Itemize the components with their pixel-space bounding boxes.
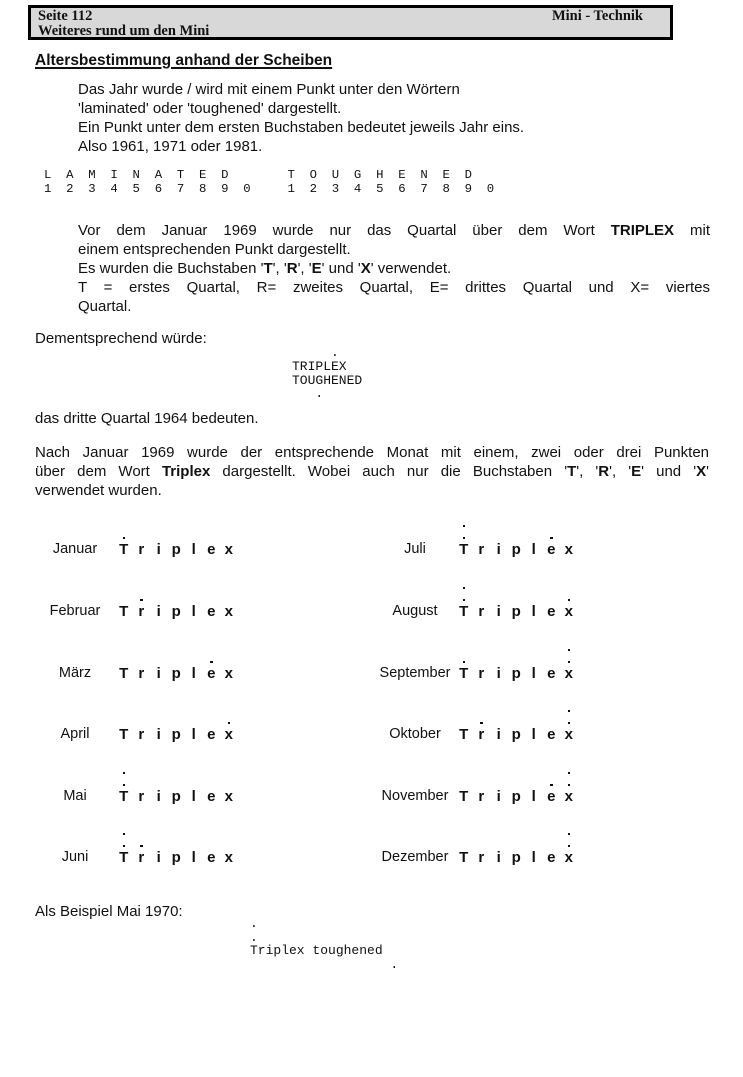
month-row-juni	[40, 825, 238, 866]
month-row-august	[375, 579, 578, 620]
dot-row-upper	[115, 641, 238, 653]
triplex-letter: l	[531, 788, 536, 805]
month-dot	[568, 722, 571, 725]
triplex-letter: T	[459, 541, 469, 558]
triplex-letter: l	[531, 541, 536, 558]
month-dot	[123, 772, 126, 775]
triplex-letters	[115, 788, 238, 805]
example1-triplex: TRIPLEX	[292, 358, 347, 374]
month-dot	[463, 525, 466, 528]
month-label: Dezember	[381, 849, 449, 865]
triplex-letter: x	[224, 849, 233, 866]
triplex-letter: i	[496, 849, 501, 866]
dot-cell	[115, 833, 133, 838]
triplex-letter: T	[119, 665, 129, 682]
triplex-letters	[115, 541, 238, 558]
month-label: November	[381, 788, 449, 804]
triplex-letter: i	[156, 726, 161, 743]
month-dot	[550, 784, 553, 787]
example2-dot-2: .	[250, 929, 258, 945]
dot-row-upper	[115, 517, 238, 529]
dot-cell	[455, 587, 473, 592]
month-dot	[123, 833, 126, 836]
dot-row-upper	[115, 825, 238, 837]
triplex-letters	[455, 788, 578, 805]
month-label: Februar	[49, 603, 101, 619]
month-dot	[568, 649, 571, 652]
triplex-letter: r	[138, 603, 145, 620]
triplex-letter: p	[171, 603, 181, 620]
month-dot	[568, 661, 571, 664]
dot-row-upper	[455, 702, 578, 714]
triplex-letter: i	[156, 665, 161, 682]
triplex-letters	[115, 726, 238, 743]
dot-row-lower	[455, 837, 578, 849]
month-label: Mai	[63, 788, 87, 804]
triplex-letter: e	[207, 603, 216, 620]
month-label: August	[392, 603, 438, 619]
triplex-letter: r	[478, 603, 485, 620]
month-label: April	[60, 726, 90, 742]
example2-dot-1: .	[250, 916, 258, 931]
triplex-letter: l	[191, 788, 196, 805]
paragraph-line: Es wurden die Buchstaben 'T', 'R', 'E' und 'X' verwendet.	[78, 260, 452, 277]
dot-row-lower	[115, 653, 238, 665]
triplex-letter: T	[119, 726, 129, 743]
triplex-letter: l	[531, 603, 536, 620]
month-dot	[568, 845, 571, 848]
month-row-oktober	[375, 702, 578, 743]
dot-cell	[560, 649, 578, 654]
month-row-juli	[375, 517, 578, 558]
dot-row-upper	[115, 702, 238, 714]
triplex-word	[115, 641, 238, 682]
month-row-april	[40, 702, 238, 743]
triplex-letter: e	[547, 665, 556, 682]
header-right-label: Mini - Technik	[551, 8, 643, 24]
month-dot	[463, 599, 466, 602]
triplex-word	[455, 764, 578, 805]
triplex-letter: r	[138, 726, 145, 743]
triplex-letter: i	[496, 788, 501, 805]
dot-row-lower	[455, 714, 578, 726]
paragraph-line: Quartal.	[78, 298, 132, 315]
month-label: Juni	[61, 849, 89, 865]
triplex-letter: l	[191, 726, 196, 743]
dot-row-upper	[455, 579, 578, 591]
page-title: Altersbestimmung anhand der Scheiben	[35, 52, 333, 69]
triplex-letter: r	[478, 849, 485, 866]
month-dot	[568, 784, 571, 787]
triplex-letter: p	[171, 849, 181, 866]
triplex-letter: r	[138, 788, 145, 805]
triplex-letters	[455, 603, 578, 620]
triplex-letter: l	[191, 541, 196, 558]
triplex-letter: l	[531, 726, 536, 743]
triplex-letter: x	[224, 541, 233, 558]
triplex-word	[455, 825, 578, 866]
beispiel-line: Als Beispiel Mai 1970:	[35, 903, 183, 920]
triplex-letter: i	[156, 849, 161, 866]
month-row-februar	[40, 579, 238, 620]
paragraph-line: Ein Punkt unter dem ersten Buchstaben bedeutet jeweils Jahr eins.	[78, 119, 525, 136]
paragraph-line: verwendet wurden.	[35, 482, 162, 499]
dot-row-lower	[115, 776, 238, 788]
paragraph-line: einem entsprechenden Punkt dargestellt.	[78, 241, 351, 258]
code-letters-line: L A M I N A T E D T O U G H E N E D	[44, 168, 473, 182]
triplex-letters	[115, 849, 238, 866]
month-row-märz	[40, 641, 238, 682]
example2-text: Triplex toughened	[250, 943, 383, 958]
triplex-letter: e	[207, 541, 216, 558]
month-row-dezember	[375, 825, 578, 866]
month-label: Juli	[404, 541, 426, 557]
dot-cell	[115, 772, 133, 777]
month-label: März	[58, 665, 92, 681]
triplex-letter: r	[138, 541, 145, 558]
example1-toughened: TOUGHENED	[292, 372, 363, 388]
triplex-letter: r	[138, 665, 145, 682]
paragraph-line: 'laminated' oder 'toughened' dargestellt.	[78, 100, 342, 117]
triplex-letter: r	[478, 726, 485, 743]
triplex-letter: T	[459, 603, 469, 620]
dot-row-upper	[115, 764, 238, 776]
dot-cell	[455, 525, 473, 530]
dot-row-lower	[115, 529, 238, 541]
dot-row-upper	[115, 579, 238, 591]
triplex-letter: i	[156, 541, 161, 558]
month-dot	[568, 710, 571, 713]
triplex-letter: x	[564, 603, 573, 620]
example2-dot-below: .	[250, 956, 399, 972]
dot-cell	[560, 772, 578, 777]
month-dot	[228, 722, 231, 725]
month-dot	[140, 599, 143, 602]
dot-row-lower	[455, 591, 578, 603]
triplex-word	[115, 825, 238, 866]
triplex-letter: l	[191, 603, 196, 620]
triplex-letter: e	[547, 603, 556, 620]
triplex-letter: x	[564, 541, 573, 558]
month-row-september	[375, 641, 578, 682]
triplex-letter: r	[138, 849, 145, 866]
triplex-letter: l	[191, 849, 196, 866]
dot-cell	[560, 833, 578, 838]
triplex-letter: i	[496, 665, 501, 682]
triplex-letter: i	[156, 788, 161, 805]
mai-1970-example	[250, 917, 398, 971]
triplex-letter: p	[171, 726, 181, 743]
month-dot	[210, 661, 213, 664]
triplex-letter: x	[224, 603, 233, 620]
triplex-letter: x	[224, 726, 233, 743]
triplex-letters	[455, 726, 578, 743]
triplex-letter: T	[459, 788, 469, 805]
triplex-word	[115, 579, 238, 620]
triplex-letter: e	[207, 726, 216, 743]
triplex-letter: p	[511, 603, 521, 620]
dot-row-lower	[455, 529, 578, 541]
month-dot	[123, 784, 126, 787]
month-dot	[568, 772, 571, 775]
triplex-word	[455, 641, 578, 682]
triplex-letter: p	[511, 726, 521, 743]
triplex-letter: x	[564, 665, 573, 682]
month-label: September	[379, 665, 451, 681]
dot-row-upper	[455, 825, 578, 837]
triplex-word	[115, 517, 238, 558]
triplex-letter: l	[531, 849, 536, 866]
month-dot	[568, 833, 571, 836]
triplex-letter: T	[119, 788, 129, 805]
dot-row-lower	[115, 837, 238, 849]
month-label: Januar	[52, 541, 98, 557]
triplex-letter: e	[207, 788, 216, 805]
paragraph-line: Das Jahr wurde / wird mit einem Punkt unter den Wörtern	[78, 81, 460, 98]
triplex-letter: x	[564, 726, 573, 743]
triplex-letter: T	[119, 849, 129, 866]
month-dot	[123, 537, 126, 540]
header-subtitle: Weiteres rund um den Mini	[38, 23, 210, 39]
triplex-letter: x	[564, 849, 573, 866]
dot-row-lower	[115, 591, 238, 603]
month-dot	[480, 722, 483, 725]
paragraph-line: Also 1961, 1971 oder 1981.	[78, 138, 263, 155]
paragraph-line: über dem Wort Triplex dargestellt. Wobei auch nur die Buchstaben 'T', 'R', 'E' und 'X'	[35, 463, 710, 480]
triplex-letter: p	[511, 665, 521, 682]
month-label: Oktober	[389, 726, 441, 742]
paragraph-line: T = erstes Quartal, R= zweites Quartal, E= drittes Quartal und X= viertes	[78, 279, 710, 296]
dot-row-lower	[455, 776, 578, 788]
triplex-letters	[115, 665, 238, 682]
month-dot	[550, 537, 553, 540]
dementsprechend-line: Dementsprechend würde:	[35, 330, 207, 347]
triplex-letter: e	[547, 726, 556, 743]
dot-row-lower	[455, 653, 578, 665]
triplex-letter: l	[191, 665, 196, 682]
triplex-letter: i	[496, 726, 501, 743]
triplex-letter: e	[207, 665, 216, 682]
triplex-letter: x	[224, 788, 233, 805]
triplex-letters	[455, 665, 578, 682]
triplex-word	[455, 517, 578, 558]
triplex-letters	[115, 603, 238, 620]
triplex-letter: p	[171, 541, 181, 558]
triplex-letter: T	[119, 541, 129, 558]
triplex-word	[115, 702, 238, 743]
month-dot	[123, 845, 126, 848]
dot-row-upper	[455, 517, 578, 529]
triplex-letter: p	[171, 788, 181, 805]
triplex-letter: x	[224, 665, 233, 682]
month-row-november	[375, 764, 578, 805]
triplex-letter: p	[171, 665, 181, 682]
triplex-letter: i	[496, 603, 501, 620]
example1-dot-above: .	[292, 345, 339, 360]
triplex-letter: p	[511, 541, 521, 558]
triplex-letter: T	[459, 849, 469, 866]
triplex-letter: i	[496, 541, 501, 558]
triplex-letter: i	[156, 603, 161, 620]
month-dot	[463, 587, 466, 590]
paragraph-line: Nach Januar 1969 wurde der entsprechende Monat mit einem, zwei oder drei Punkten	[35, 444, 709, 461]
triplex-letter: r	[478, 541, 485, 558]
triplex-letter: T	[459, 665, 469, 682]
triplex-letter: r	[478, 665, 485, 682]
month-row-januar	[40, 517, 238, 558]
triplex-letter: T	[459, 726, 469, 743]
code-digits-line: 1 2 3 4 5 6 7 8 9 0 1 2 3 4 5 6 7 8 9 0	[44, 181, 495, 196]
dot-row-lower	[115, 714, 238, 726]
month-row-mai	[40, 764, 238, 805]
dot-row-upper	[455, 764, 578, 776]
triplex-letter: T	[119, 603, 129, 620]
triplex-letters	[455, 541, 578, 558]
dot-row-upper	[455, 641, 578, 653]
triplex-letters	[455, 849, 578, 866]
triplex-word	[115, 764, 238, 805]
triplex-word	[455, 702, 578, 743]
triplex-letter: e	[547, 541, 556, 558]
dot-cell	[560, 710, 578, 715]
triplex-word	[455, 579, 578, 620]
triplex-letter: l	[531, 665, 536, 682]
triplex-letter: x	[564, 788, 573, 805]
triplex-letter: p	[511, 849, 521, 866]
example1-dot-below: .	[292, 386, 324, 402]
triplex-letter: e	[547, 788, 556, 805]
month-dot	[463, 537, 466, 540]
triplex-letter: e	[207, 849, 216, 866]
paragraph-line: Vor dem Januar 1969 wurde nur das Quartal über dem Wort TRIPLEX mit	[78, 222, 710, 239]
page-number-label: Seite 112	[38, 8, 93, 24]
triplex-letter: e	[547, 849, 556, 866]
result-line: das dritte Quartal 1964 bedeuten.	[35, 410, 259, 427]
triplex-letter: p	[511, 788, 521, 805]
month-dot	[140, 845, 143, 848]
month-dot	[463, 661, 466, 664]
triplex-letter: r	[478, 788, 485, 805]
month-dot	[568, 599, 571, 602]
